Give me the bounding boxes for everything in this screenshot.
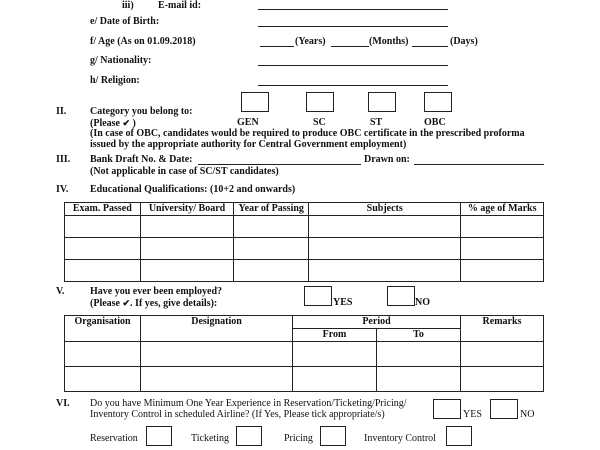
drawn-on-label: Drawn on: (364, 154, 410, 165)
table-cell[interactable] (461, 216, 544, 238)
table-cell[interactable] (293, 342, 377, 367)
employment-header-remarks: Remarks (461, 316, 544, 342)
category-please-close: ) (132, 118, 136, 129)
age-months-field[interactable] (331, 46, 369, 47)
category-obc-label: OBC (424, 117, 446, 128)
email-label: E-mail id: (158, 0, 202, 11)
table-cell[interactable] (461, 342, 544, 367)
employment-yes-label: YES (333, 297, 353, 308)
category-note-2: issued by the appropriate authority for Central Government employment) (90, 139, 407, 150)
experience-q2: Inventory Control in scheduled Airline? (If Yes, Please tick appropriate/s) (90, 409, 385, 420)
employment-header-org: Organisation (65, 316, 141, 342)
table-cell[interactable] (234, 216, 309, 238)
table-cell[interactable] (140, 238, 234, 260)
education-num: IV. (56, 184, 69, 195)
experience-inventory-checkbox[interactable] (446, 426, 472, 446)
experience-num: VI. (56, 398, 70, 409)
experience-yes-checkbox[interactable] (433, 399, 461, 419)
employment-header-to: To (377, 329, 461, 342)
table-cell[interactable] (309, 216, 461, 238)
table-cell[interactable] (234, 238, 309, 260)
category-note-1: (In case of OBC, candidates would be required to produce OBC certificate in the prescribed proforma (90, 128, 525, 139)
employment-q2 (90, 297, 217, 310)
employment-num: V. (56, 286, 65, 297)
table-cell[interactable] (309, 238, 461, 260)
drawn-on-field[interactable] (414, 164, 544, 165)
employment-q1: Have you ever been employed? (90, 286, 223, 297)
religion-field[interactable] (258, 85, 448, 86)
table-cell[interactable] (461, 238, 544, 260)
category-num: II. (56, 106, 67, 117)
tick-icon: ✔ (122, 118, 131, 128)
table-cell[interactable] (65, 367, 141, 392)
table-cell[interactable] (140, 260, 234, 282)
table-cell[interactable] (234, 260, 309, 282)
experience-no-checkbox[interactable] (490, 399, 518, 419)
experience-pricing-checkbox[interactable] (320, 426, 346, 446)
email-num: iii) (122, 0, 134, 11)
table-cell[interactable] (377, 367, 461, 392)
age-days-field[interactable] (412, 46, 448, 47)
dob-field[interactable] (258, 26, 448, 27)
employment-table (64, 315, 544, 392)
experience-yes-label: YES (463, 409, 482, 420)
category-sc-label: SC (313, 117, 326, 128)
age-days-label: (Days) (450, 36, 478, 47)
email-field[interactable] (258, 9, 448, 10)
experience-reservation-label: Reservation (90, 433, 138, 444)
experience-no-label: NO (520, 409, 535, 420)
table-cell[interactable] (140, 216, 234, 238)
draft-note: (Not applicable in case of SC/ST candidates) (90, 166, 279, 177)
table-cell[interactable] (65, 342, 141, 367)
employment-q2-please: (Please (90, 298, 120, 309)
table-cell[interactable] (141, 342, 293, 367)
age-years-field[interactable] (260, 46, 294, 47)
table-cell[interactable] (461, 367, 544, 392)
employment-header-period: Period (293, 316, 461, 329)
experience-ticketing-label: Ticketing (191, 433, 229, 444)
religion-label: h/ Religion: (90, 75, 140, 86)
education-header-year: Year of Passing (234, 203, 309, 216)
experience-q1: Do you have Minimum One Year Experience in Reservation/Ticketing/Pricing/ (90, 398, 407, 409)
tick-icon: ✔ (122, 298, 131, 308)
employment-q2-details: . If yes, give details): (130, 298, 218, 309)
education-header-university: University/ Board (140, 203, 234, 216)
education-title: Educational Qualifications: (10+2 and onwards) (90, 184, 296, 195)
experience-inventory-label: Inventory Control (364, 433, 436, 444)
category-st-checkbox[interactable] (368, 92, 396, 112)
age-months-label: (Months) (369, 36, 409, 47)
table-cell[interactable] (65, 238, 141, 260)
category-st-label: ST (370, 117, 383, 128)
employment-no-label: NO (415, 297, 430, 308)
category-gen-checkbox[interactable] (241, 92, 269, 112)
table-cell[interactable] (461, 260, 544, 282)
age-years-label: (Years) (295, 36, 326, 47)
table-cell[interactable] (309, 260, 461, 282)
experience-pricing-label: Pricing (284, 433, 313, 444)
category-gen-label: GEN (237, 117, 259, 128)
draft-num: III. (56, 154, 71, 165)
employment-header-designation: Designation (141, 316, 293, 342)
experience-reservation-checkbox[interactable] (146, 426, 172, 446)
draft-label: Bank Draft No. & Date: (90, 154, 193, 165)
employment-no-checkbox[interactable] (387, 286, 415, 306)
employment-yes-checkbox[interactable] (304, 286, 332, 306)
dob-label: e/ Date of Birth: (90, 16, 160, 27)
table-row (65, 342, 544, 367)
category-obc-checkbox[interactable] (424, 92, 452, 112)
category-sc-checkbox[interactable] (306, 92, 334, 112)
table-row (65, 260, 544, 282)
draft-number-field[interactable] (198, 164, 361, 165)
table-row (65, 216, 544, 238)
table-cell[interactable] (141, 367, 293, 392)
education-table (64, 202, 544, 282)
category-please-text: (Please (90, 118, 120, 129)
age-label: f/ Age (As on 01.09.2018) (90, 36, 196, 47)
table-row (65, 238, 544, 260)
experience-ticketing-checkbox[interactable] (236, 426, 262, 446)
table-row (65, 367, 544, 392)
table-cell[interactable] (377, 342, 461, 367)
nationality-label: g/ Nationality: (90, 55, 152, 66)
education-header-marks: % age of Marks (461, 203, 544, 216)
education-header-subjects: Subjects (309, 203, 461, 216)
table-cell[interactable] (293, 367, 377, 392)
nationality-field[interactable] (258, 65, 448, 66)
table-cell[interactable] (65, 260, 141, 282)
category-title: Category you belong to: (90, 106, 193, 117)
employment-header-from: From (293, 329, 377, 342)
table-cell[interactable] (65, 216, 141, 238)
education-header-exam: Exam. Passed (65, 203, 141, 216)
